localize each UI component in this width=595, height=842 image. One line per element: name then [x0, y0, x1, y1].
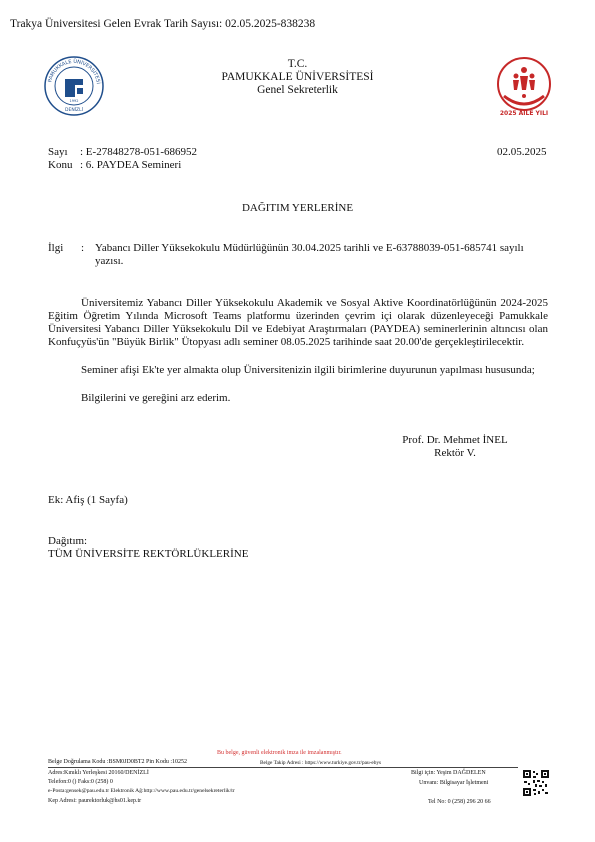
subject-label: Konu [48, 159, 73, 171]
body-paragraph-2: Seminer afişi Ek'te yer almakta olup Üniversitenizin ilgili birimlerine duyurunun yapılması hususunda; [81, 364, 535, 376]
contact-role: Unvanı: Bilgisayar İşletmeni [419, 780, 489, 786]
reference-label: İlgi [48, 242, 64, 254]
svg-text:DENİZLİ: DENİZLİ [65, 108, 83, 113]
distribution-label: Dağıtım: [48, 535, 88, 547]
subject: : 6. PAYDEA Semineri [80, 159, 182, 171]
body-paragraph-3: Bilgilerini ve gereğini arz ederim. [81, 392, 231, 404]
pamukkale-university-logo [43, 55, 105, 117]
contact-phone: Tel No: 0 (258) 296 20 66 [428, 799, 491, 805]
signatory-title: Rektör V. [434, 447, 476, 459]
letterhead [180, 58, 415, 97]
footer-email: e-Posta:gensek@pau.edu.tr Elektronik Ağ:http://www.pau.edu.tr/genelsekreterlik/tr [48, 788, 235, 794]
footer-phone: Telefon:0 () Faks:0 (258) 0 [48, 779, 113, 785]
incoming-document-stamp: Trakya Üniversitesi Gelen Evrak Tarih Sayısı: 02.05.2025-838238 [10, 18, 316, 30]
e-signature-notice: Bu belge, güvenli elektronik imza ile imzalanmıştır. [217, 750, 342, 756]
reference-colon: : [81, 242, 85, 254]
svg-text:1992: 1992 [69, 99, 79, 103]
document-date: 02.05.2025 [497, 146, 547, 158]
verification-code: Belge Doğrulama Kodu :BSM0JD0BT2 Pin Kodu :10252 [48, 759, 187, 765]
qr-code-icon [523, 770, 549, 796]
footer-address: Adres:Kınıklı Yerleşkesi 20160/DENİZLİ [48, 770, 149, 776]
letterhead-tc: T.C. [287, 58, 308, 70]
tracking-address: Belge Takip Adresi : https://www.turkiye.gov.tr/pau-ebys [260, 760, 382, 766]
signatory-name: Prof. Dr. Mehmet İNEL [402, 434, 508, 446]
footer-kep: Kep Adresi: paurektorluk@hs01.kep.tr [48, 798, 142, 804]
university-seal-icon [43, 55, 105, 117]
contact-person: Bilgi için: Yeşim DAĞDELEN [411, 770, 486, 776]
body-paragraph-1: Üniversitemiz Yabancı Diller Yüksekokulu Akademik ve Sosyal Aktive Koordinatörlüğünün 2024-2025 Eğitim Öğretim Yılında Microsoft Teams platformu üzerinden çevrim içi olarak düzenleyeceği Pamukkale Üniversitesi Yabancı Diller Yüksekokulu Dil ve Edebiyat Araştırmaları (PAYDEA) seminerlerinin altıncısı olan Konfuçyüs'ün "Büyük Birlik" Ütopyası adlı seminer 08.05.2025 tarihinde saat 20.00'de gerçekleştirilecektir. [48, 297, 548, 348]
family-year-logo [494, 56, 554, 122]
svg-text:PAMUKKALE ÜNİVERSİTESİ: PAMUKKALE ÜNİVERSİTESİ [47, 58, 101, 85]
addressee: DAĞITIM YERLERİNE [241, 202, 354, 214]
attachment: Ek: Afiş (1 Sayfa) [48, 494, 128, 506]
footer-divider [48, 767, 518, 768]
reference-text: Yabancı Diller Yüksekokulu Müdürlüğünün 30.04.2025 tarihli ve E-63788039-051-685741 sayılı yazısı. [95, 242, 524, 267]
family-year-icon [494, 56, 554, 114]
reference-number: : E-27848278-051-686952 [80, 146, 198, 158]
reference-number-label: Sayı [48, 146, 68, 158]
letterhead-university: PAMUKKALE ÜNİVERSİTESİ [221, 71, 374, 83]
family-year-caption: 2025 AİLE YILI [499, 110, 549, 117]
distribution-recipients: TÜM ÜNİVERSİTE REKTÖRLÜKLERİNE [48, 548, 249, 560]
letterhead-unit: Genel Sekreterlik [257, 84, 338, 96]
signature-block [380, 434, 530, 460]
qr-code [523, 770, 549, 796]
